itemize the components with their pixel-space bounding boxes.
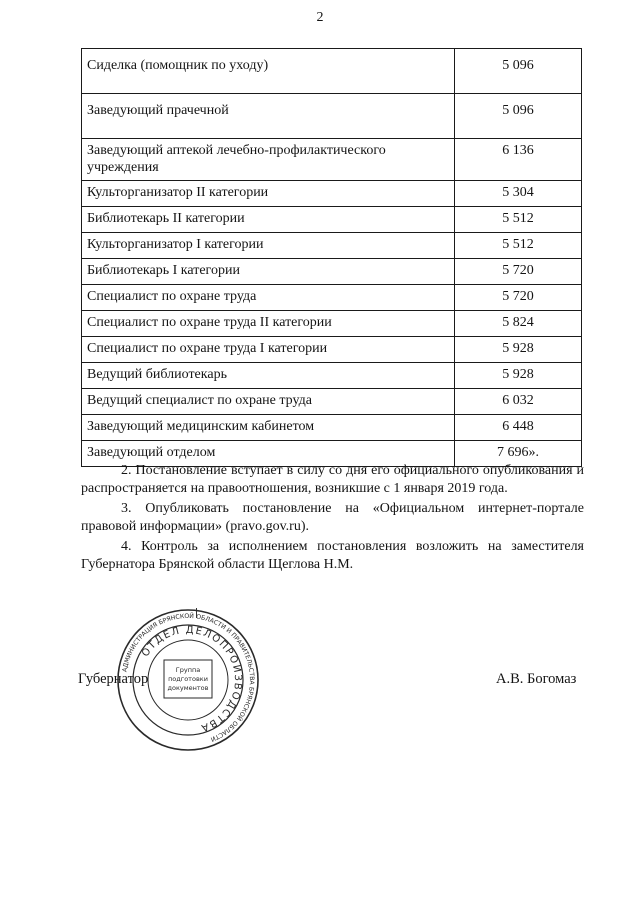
- salary-cell: 6 032: [455, 389, 582, 415]
- table-row: [82, 233, 582, 259]
- table-row: [82, 337, 582, 363]
- table-row: [82, 49, 582, 94]
- table-row: [82, 259, 582, 285]
- page-number: 2: [316, 10, 324, 25]
- position-cell: Специалист по охране труда: [82, 285, 455, 311]
- resolution-paragraphs: [81, 462, 584, 576]
- salary-cell: 5 096: [455, 49, 582, 94]
- position-cell: Заведующий прачечной: [82, 94, 455, 139]
- stamp-outer-text: АДМИНИСТРАЦИЯ БРЯНСКОЙ ОБЛАСТИ И ПРАВИТЕЛЬСТВА БРЯНСКОЙ ОБЛАСТИ: [121, 612, 256, 743]
- salary-cell: 5 512: [455, 233, 582, 259]
- salary-cell: 5 304: [455, 181, 582, 207]
- paragraph-effective-date: 2. Постановление вступает в силу со дня его официального опубликования и распространяется на правоотношения, возникшие с 1 января 2019 года.: [81, 463, 584, 496]
- position-cell: Заведующий медицинским кабинетом: [82, 415, 455, 441]
- stamp-center-line-2: подготовки: [168, 675, 208, 683]
- salary-cell: 5 928: [455, 337, 582, 363]
- table-row: [82, 311, 582, 337]
- table-row: [82, 94, 582, 139]
- table-row: [82, 415, 582, 441]
- salary-cell: 5 720: [455, 259, 582, 285]
- position-cell: Заведующий отделом: [82, 441, 455, 467]
- signatory-title: Губернатор: [78, 671, 149, 687]
- salary-cell: 7 696».: [455, 441, 582, 467]
- table-row: [82, 363, 582, 389]
- salary-cell: 5 720: [455, 285, 582, 311]
- salary-cell: 5 928: [455, 363, 582, 389]
- table-row: [82, 181, 582, 207]
- position-cell: Ведущий библиотекарь: [82, 363, 455, 389]
- position-cell: Ведущий специалист по охране труда: [82, 389, 455, 415]
- signatory-name: А.В. Богомаз: [496, 671, 577, 687]
- position-cell: Специалист по охране труда II категории: [82, 311, 455, 337]
- position-cell: Культорганизатор II категории: [82, 181, 455, 207]
- paragraph-control: 4. Контроль за исполнением постановления возложить на заместителя Губернатора Брянской области Щеглова Н.М.: [81, 539, 584, 572]
- salary-cell: 6 448: [455, 415, 582, 441]
- table-row: [82, 139, 582, 181]
- table-row: [82, 285, 582, 311]
- position-cell: Сиделка (помощник по уходу): [82, 49, 455, 94]
- position-cell: Библиотекарь I категории: [82, 259, 455, 285]
- salary-table: [81, 48, 582, 467]
- salary-cell: 6 136: [455, 139, 582, 181]
- salary-cell: 5 096: [455, 94, 582, 139]
- position-cell: Культорганизатор I категории: [82, 233, 455, 259]
- stamp-center-line-3: документов: [167, 684, 209, 692]
- stamp-center-line-1: Группа: [175, 666, 201, 674]
- official-stamp: [116, 608, 260, 752]
- table-row: [82, 389, 582, 415]
- table-row: [82, 207, 582, 233]
- salary-cell: 5 512: [455, 207, 582, 233]
- stamp-middle-text: ОТДЕЛ ДЕЛОПРОИЗВОДСТВА: [140, 624, 244, 734]
- position-cell: Специалист по охране труда I категории: [82, 337, 455, 363]
- salary-cell: 5 824: [455, 311, 582, 337]
- position-cell: Заведующий аптекой лечебно-профилактического учреждения: [82, 139, 455, 181]
- position-cell: Библиотекарь II категории: [82, 207, 455, 233]
- paragraph-publication: 3. Опубликовать постановление на «Официальном интернет-портале правовой информации» (pravo.gov.ru).: [81, 501, 584, 534]
